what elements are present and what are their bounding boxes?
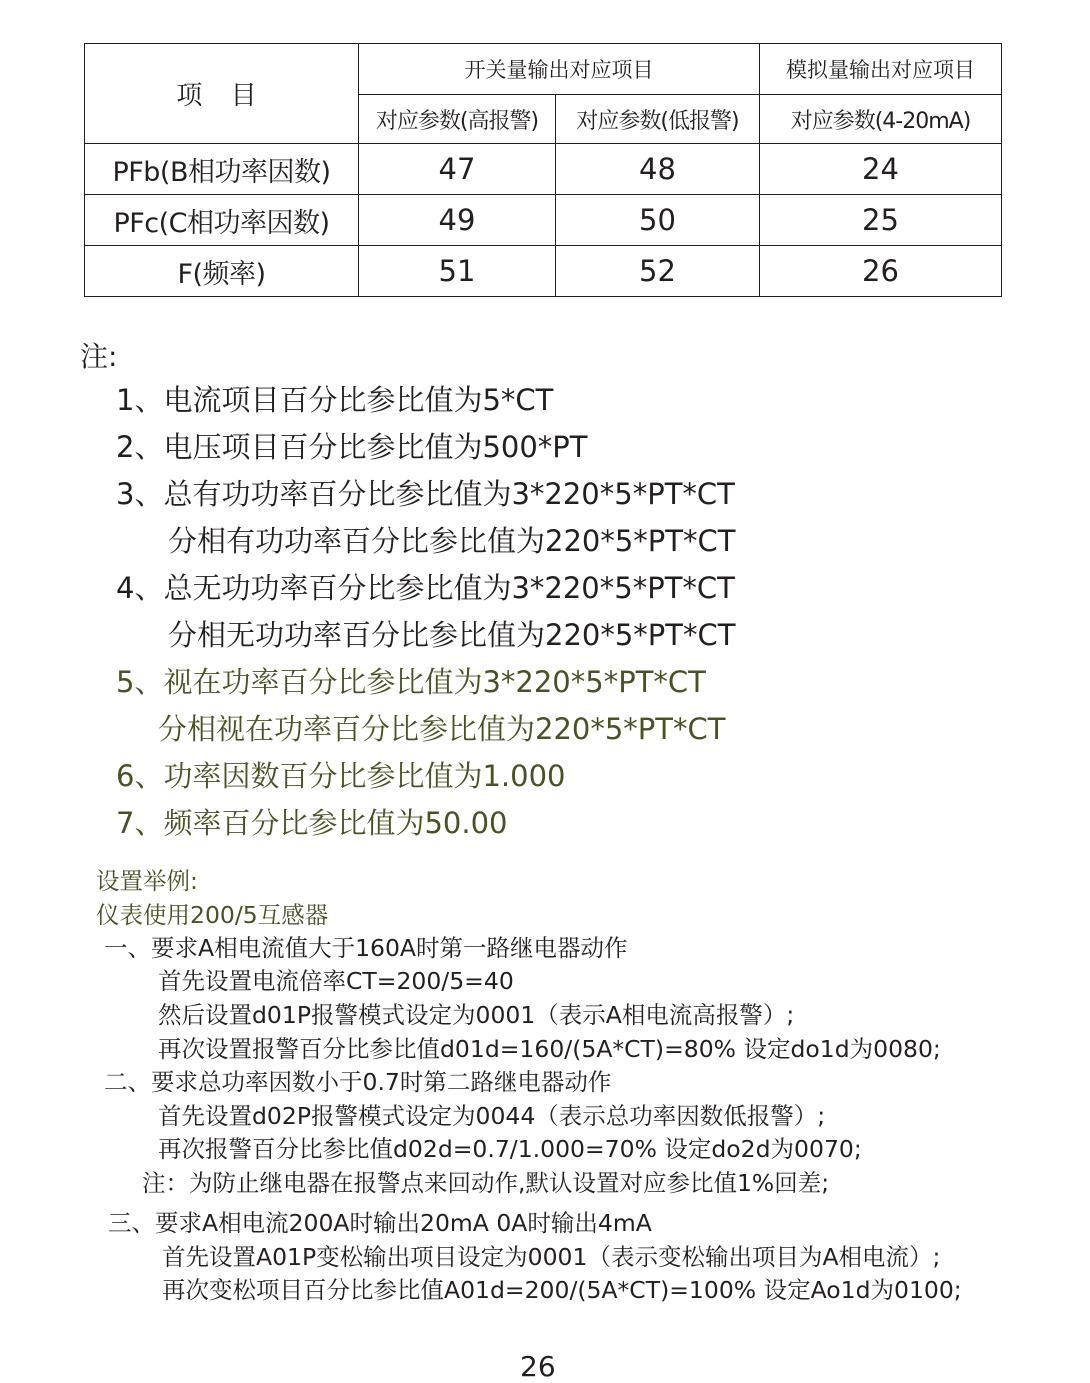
row-name: PFb(B相功率因数) (85, 144, 359, 195)
row-analog-value: 24 (760, 144, 1002, 195)
notes-title: 注: (80, 340, 118, 373)
row-analog-value: 25 (760, 195, 1002, 246)
row-analog-value: 26 (760, 246, 1002, 297)
example-line: 然后设置d01P报警模式设定为0001（表示A相电流高报警）; (158, 1001, 795, 1029)
parameter-table (84, 43, 1002, 297)
note-line: 分相视在功率百分比参比值为220*5*PT*CT (158, 712, 726, 746)
example-line: 再次设置报警百分比参比值d01d=160/(5A*CT)=80% 设定do1d为0080; (158, 1035, 941, 1063)
example-line: 首先设置d02P报警模式设定为0044（表示总功率因数低报警）; (158, 1102, 826, 1130)
page-number: 26 (520, 1350, 556, 1383)
subheader-analog: 对应参数(4-20mA) (760, 95, 1002, 144)
header-analog-output: 模拟量输出对应项目 (760, 44, 1002, 95)
note-line: 1、电流项目百分比参比值为5*CT (116, 383, 554, 417)
example-line: 一、要求A相电流值大于160A时第一路继电器动作 (104, 934, 628, 962)
note-line: 4、总无功功率百分比参比值为3*220*5*PT*CT (116, 571, 735, 605)
row-high-value: 51 (359, 246, 556, 297)
example-line: 再次报警百分比参比值d02d=0.7/1.000=70% 设定do2d为0070; (158, 1135, 862, 1163)
note-line: 2、电压项目百分比参比值为500*PT (116, 430, 588, 464)
note-line: 6、功率因数百分比参比值为1.000 (116, 759, 566, 793)
example-title: 设置举例: (96, 867, 198, 895)
row-high-value: 49 (359, 195, 556, 246)
note-line: 分相无功功率百分比参比值为220*5*PT*CT (168, 618, 736, 652)
note-line: 7、频率百分比参比值为50.00 (116, 806, 508, 840)
row-low-value: 50 (556, 195, 760, 246)
note-line: 3、总有功功率百分比参比值为3*220*5*PT*CT (116, 477, 735, 511)
row-low-value: 52 (556, 246, 760, 297)
example-line: 再次变松项目百分比参比值A01d=200/(5A*CT)=100% 设定Ao1d为0100; (162, 1276, 962, 1304)
example-line: 首先设置电流倍率CT=200/5=40 (158, 967, 514, 995)
header-item: 项 目 (85, 44, 359, 144)
row-high-value: 47 (359, 144, 556, 195)
subheader-high-alarm: 对应参数(高报警) (359, 95, 556, 144)
example-line: 首先设置A01P变松输出项目设定为0001（表示变松输出项目为A相电流）; (162, 1243, 941, 1271)
subheader-low-alarm: 对应参数(低报警) (556, 95, 760, 144)
note-line: 5、视在功率百分比参比值为3*220*5*PT*CT (116, 665, 706, 699)
row-low-value: 48 (556, 144, 760, 195)
row-name: PFc(C相功率因数) (85, 195, 359, 246)
example-line: 三、要求A相电流200A时输出20mA 0A时输出4mA (108, 1209, 652, 1237)
example-line: 注：为防止继电器在报警点来回动作,默认设置对应参比值1%回差; (142, 1169, 830, 1197)
table-row (85, 246, 1002, 297)
row-name: F(频率) (85, 246, 359, 297)
note-line: 分相有功功率百分比参比值为220*5*PT*CT (168, 524, 736, 558)
header-switch-output: 开关量输出对应项目 (359, 44, 760, 95)
table-row (85, 195, 1002, 246)
table-row (85, 144, 1002, 195)
example-line: 仪表使用200/5互感器 (96, 901, 329, 929)
example-line: 二、要求总功率因数小于0.7时第二路继电器动作 (104, 1068, 612, 1096)
